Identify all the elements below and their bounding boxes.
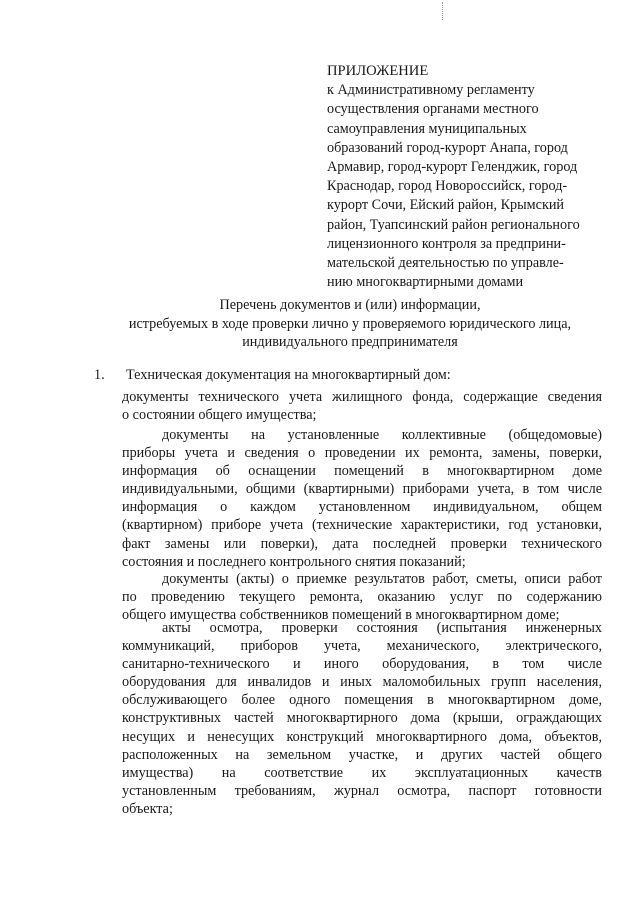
paragraph-line: имущества) на соответствие их эксплуатационных качеств [122, 764, 602, 781]
paragraph-line: общего имущества собственников помещений в многоквартирном доме; [122, 607, 560, 624]
paragraph-line: по проведению текущего ремонта, оказанию услуг по содержанию [122, 589, 602, 606]
paragraph-line: несущих и ненесущих конструкций многоквартирного дома, объектов, [122, 728, 602, 745]
appendix-line: курорт Сочи, Ейский район, Крымский [327, 197, 565, 214]
paragraph-metering-devices [122, 426, 602, 571]
paragraph-line: установленным требованиям, журнал осмотра, паспорт готовности [122, 782, 602, 799]
heading-line: индивидуального предпринимателя [242, 334, 458, 350]
paragraph-line: обслуживающего более одного помещения в многоквартирном доме, [122, 692, 602, 709]
paragraph-line: (квартирном) приборе учета (технические характеристики, год установки, [122, 517, 602, 534]
paragraph-line: акты осмотра, проверки состояния (испытания инженерных [162, 620, 602, 636]
paragraph-line: документы технического учета жилищного фонда, содержащие сведения [122, 389, 602, 405]
paragraph-line: документы (акты) о приемке результатов работ, сметы, описи работ [162, 571, 602, 587]
appendix-line: образований город-курорт Анапа, город [327, 139, 568, 156]
appendix-title: ПРИЛОЖЕНИЕ [327, 63, 429, 79]
paragraph-line: приборы учета и сведения о проведении их ремонта, замены, поверки, [122, 445, 602, 462]
paragraph-technical-records [122, 388, 602, 424]
document-heading [60, 296, 639, 352]
paragraph-line: индивидуальными, общими (квартирными) приборами учета, в том числе [122, 481, 602, 498]
appendix-line: Краснодар, город Новороссийск, город- [327, 178, 568, 195]
paragraph-line: информация об оснащении помещений в многоквартирном доме [122, 463, 602, 480]
paragraph-line: оборудования для инвалидов и иных маломобильных групп населения, [122, 674, 602, 691]
paragraph-line: информация о каждом установленном индивидуальном, общем [122, 499, 602, 516]
appendix-line: к Административному регламенту [327, 82, 535, 99]
paragraph-line: расположенных на земельном участке, и других частей общего [122, 746, 602, 763]
heading-line: истребуемых в ходе проверки лично у проверяемого юридического лица, [128, 315, 572, 332]
scan-artifact [442, 2, 444, 20]
appendix-line: нию многоквартирными домами [327, 274, 524, 291]
appendix-line: лицензионного контроля за предприни- [327, 235, 566, 252]
paragraph-line: о состоянии общего имущества; [122, 407, 317, 424]
heading-line: Перечень документов и (или) информации, [219, 297, 481, 313]
paragraph-line: состояния и последнего контрольного снятия показаний; [122, 553, 466, 570]
paragraph-inspection-acts [122, 619, 602, 818]
section-title: Техническая документация на многоквартирный дом: [126, 367, 451, 383]
paragraph-line: факт замены или поверки), дата последней проверки технического [122, 535, 602, 552]
paragraph-acceptance-acts [122, 570, 602, 624]
appendix-line: осуществления органами местного [327, 101, 539, 118]
appendix-line: мательской деятельностью по управле- [327, 255, 564, 272]
appendix-line: Армавир, город-курорт Геленджик, город [327, 159, 578, 176]
appendix-line: район, Туапсинский район регионального [327, 216, 580, 233]
paragraph-line: санитарно-технического и иного оборудования, в том числе [122, 656, 602, 673]
paragraph-line: документы на установленные коллективные (общедомовые) [162, 427, 602, 443]
appendix-header [327, 62, 612, 292]
section-number: 1. [94, 367, 105, 383]
paragraph-line: объекта; [122, 800, 173, 817]
paragraph-line: коммуникаций, приборов учета, механического, электрического, [122, 638, 602, 655]
paragraph-line: конструктивных частей многоквартирного дома (крыши, ограждающих [122, 710, 602, 727]
appendix-line: самоуправления муниципальных [327, 120, 527, 137]
